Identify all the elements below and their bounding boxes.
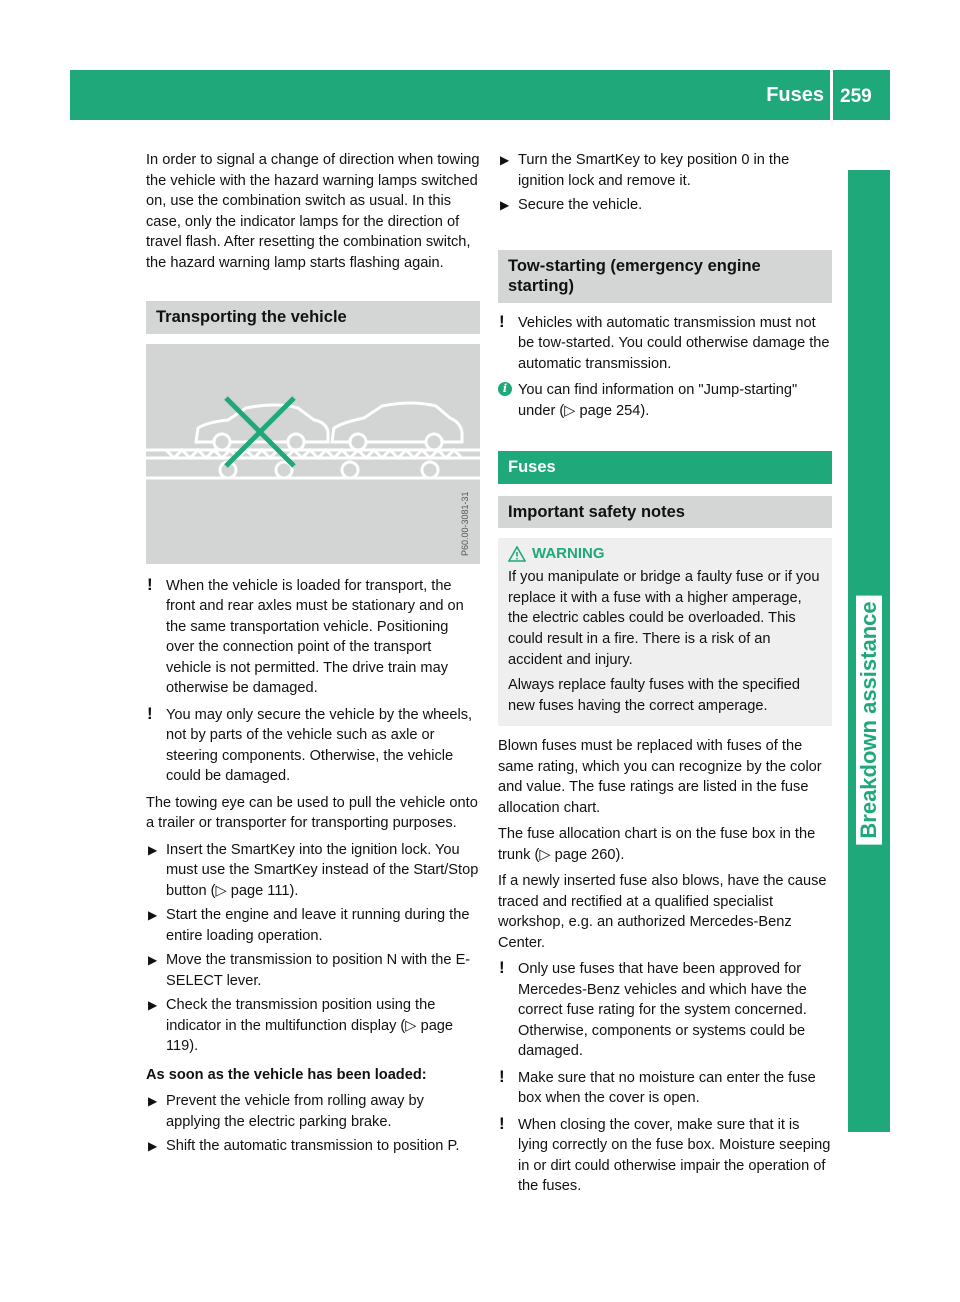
note-moisture: ! Make sure that no moisture can enter the fuse box when the cover is open. [499, 1066, 816, 1107]
warning-label: WARNING [532, 545, 605, 562]
warning-triangle-icon [508, 546, 526, 562]
left-column [146, 150, 480, 1161]
step-parking-brake: ▶ Prevent the vehicle from rolling away by applying the electric parking brake. [148, 1093, 424, 1130]
towing-eye-paragraph: The towing eye can be used to pull the vehicle onto a trailer or transporter for transporting purposes. [146, 794, 478, 831]
step-shift-to-p: ▶ Shift the automatic transmission to position P. [146, 1136, 480, 1157]
header-separator [830, 70, 833, 120]
warning-text-1: If you manipulate or bridge a faulty fuse or if you replace it with a fuse with a higher amperage, the electric cables could be overloaded. This could result in a fire. There is a risk of an accident and injury. [508, 568, 820, 668]
step-arrow-icon: ▶ [148, 953, 158, 967]
section-title-fuses: Fuses [498, 451, 832, 484]
warning-text-2: Always replace faulty fuses with the specified new fuses having the correct amperage. [508, 676, 801, 714]
loaded-heading: As soon as the vehicle has been loaded: [146, 1066, 427, 1083]
note-tow-start: ! Vehicles with automatic transmission must not be tow-started. You could otherwise damage the automatic transmission. [499, 311, 830, 372]
caution-icon: ! [147, 574, 153, 594]
step-turn-smartkey: ▶ Turn the SmartKey to key position 0 in the ignition lock and remove it. [500, 152, 790, 189]
step-move-to-n: ▶ Move the transmission to position N with the E-SELECT lever. [148, 952, 471, 989]
section-title-safety-notes: Important safety notes [498, 496, 832, 529]
page-number: 259 [840, 86, 872, 107]
fuse-rating-paragraph: Blown fuses must be replaced with fuses of the same rating, which you can recognize by the color and value. The fuse ratings are listed in the fuse allocation chart. [498, 738, 822, 816]
transport-illustration-svg [146, 344, 480, 564]
sidebar-marker [848, 1090, 890, 1132]
transport-illustration [146, 344, 480, 564]
caution-icon: ! [499, 958, 505, 978]
figure-code: P60.00-3081-31 [460, 490, 470, 556]
note-secure-wheels: ! You may only secure the vehicle by the wheels, not by parts of the vehicle such as axle or steering components. Otherwise, the vehicle could be damaged. [147, 703, 473, 784]
step-arrow-icon: ▶ [148, 842, 158, 857]
step-secure-vehicle: ▶ Secure the vehicle. [498, 195, 832, 216]
caution-icon: ! [499, 311, 505, 331]
step-start-engine: ▶ Start the engine and leave it running during the entire loading operation. [148, 907, 470, 944]
step-arrow-icon: ▶ [148, 1094, 158, 1108]
step-insert-smartkey: ▶ Insert the SmartKey into the ignition lock. You must use the SmartKey instead of the Start/Stop button (▷ page 111). [148, 841, 479, 899]
note-closing-cover: ! When closing the cover, make sure that it is lying correctly on the fuse box. Moisture seeping in or dirt could otherwise impair the operation of the fuses. [499, 1113, 831, 1195]
right-column [498, 150, 832, 1203]
step-arrow-icon: ▶ [500, 153, 510, 167]
caution-icon: ! [499, 1113, 505, 1133]
warning-header [508, 544, 822, 565]
intro-paragraph: In order to signal a change of direction when towing the vehicle with the hazard warning lamps switched on, use the combination switch as usual. In this case, only the indicator lamps for the direction of travel flash. After resetting the combination switch, the hazard warning lamp starts flashing again. [146, 152, 480, 271]
caution-icon: ! [147, 703, 153, 723]
warning-box [498, 538, 832, 726]
fuse-chart-location-paragraph: The fuse allocation chart is on the fuse box in the trunk (▷ page 260). [498, 826, 816, 863]
info-icon: i [498, 382, 512, 396]
fuse-blows-again-paragraph: If a newly inserted fuse also blows, have the cause traced and rectified at a qualified specialist workshop, e.g. an authorized Mercedes-Benz Center. [498, 873, 827, 951]
info-jump-starting: i You can find information on "Jump-starting" under (▷ page 254). [498, 380, 832, 421]
step-arrow-icon: ▶ [148, 998, 158, 1012]
sidebar-section-label: Breakdown assistance [856, 595, 882, 844]
step-check-position: ▶ Check the transmission position using the indicator in the multifunction display (▷ page 119). [148, 997, 454, 1054]
step-arrow-icon: ▶ [148, 908, 158, 922]
section-title-tow-starting: Tow-starting (emergency engine starting) [498, 250, 832, 303]
note-axles: ! When the vehicle is loaded for transport, the front and rear axles must be stationary and on the same transportation vehicle. Positioning over the connection point of the transport vehicle is not permitted. The drive train may otherwise be damaged. [147, 574, 464, 696]
step-arrow-icon: ▶ [148, 1139, 158, 1153]
step-arrow-icon: ▶ [500, 198, 510, 212]
header-title: Fuses [766, 84, 824, 106]
section-title-transporting: Transporting the vehicle [146, 301, 480, 334]
note-approved-fuses: ! Only use fuses that have been approved for Mercedes-Benz vehicles and which have the correct fuse rating for the system concerned. Otherwise, components or systems could be damaged. [499, 958, 807, 1060]
caution-icon: ! [499, 1066, 505, 1086]
